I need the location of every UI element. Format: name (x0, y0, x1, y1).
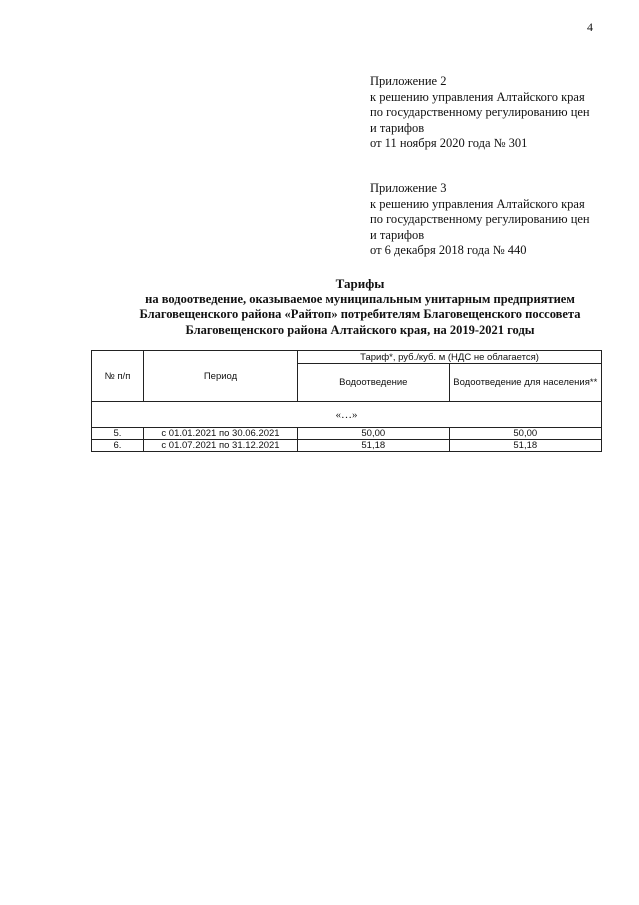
header-tariff-group: Тариф*, руб./куб. м (НДС не облагается) (298, 351, 602, 364)
appendix-current-line: от 11 ноября 2020 года № 301 (370, 136, 528, 150)
appendix-original-line: и тарифов (370, 227, 425, 242)
row-population: 50,00 (449, 428, 601, 440)
appendix-current-line: по государственному регулированию цен (370, 105, 590, 119)
document-title (60, 276, 639, 338)
row-number: 6. (92, 440, 144, 452)
row-period: с 01.01.2021 по 30.06.2021 (143, 428, 297, 440)
row-period: с 01.07.2021 по 31.12.2021 (143, 440, 297, 452)
page-number: 4 (587, 20, 593, 34)
row-number: 5. (92, 428, 144, 440)
header-number: № п/п (92, 351, 144, 402)
header-water: Водоотведение (298, 364, 449, 402)
table-row (92, 428, 602, 440)
appendix-current-line: к решению управления Алтайского края (370, 89, 585, 104)
row-population: 51,18 (449, 440, 601, 452)
appendix-original-line: к решению управления Алтайского края (370, 196, 585, 211)
appendix-original (370, 181, 632, 259)
title-line: Благовещенского района «Райтоп» потребителям Благовещенского поссовета (139, 307, 581, 321)
row-water: 50,00 (298, 428, 449, 440)
appendix-original-line: Приложение 3 (370, 181, 447, 195)
title-line: на водоотведение, оказываемое муниципальным унитарным предприятием (145, 291, 575, 306)
table-row (92, 440, 602, 452)
header-period: Период (143, 351, 297, 402)
title-line: Благовещенского района Алтайского края, на 2019-2021 годы (185, 322, 535, 337)
appendix-original-line: от 6 декабря 2018 года № 440 (370, 243, 527, 257)
row-water: 51,18 (298, 440, 449, 452)
tariff-table (91, 350, 602, 452)
ellipsis-row: «…» (92, 402, 602, 428)
title-main: Тарифы (335, 276, 385, 291)
header-population-label: Водоотведение для населения** (453, 376, 598, 388)
appendix-current (370, 74, 632, 152)
appendix-current-line: Приложение 2 (370, 74, 447, 88)
header-population (449, 364, 601, 402)
appendix-current-line: и тарифов (370, 120, 425, 135)
appendix-original-line: по государственному регулированию цен (370, 212, 590, 226)
